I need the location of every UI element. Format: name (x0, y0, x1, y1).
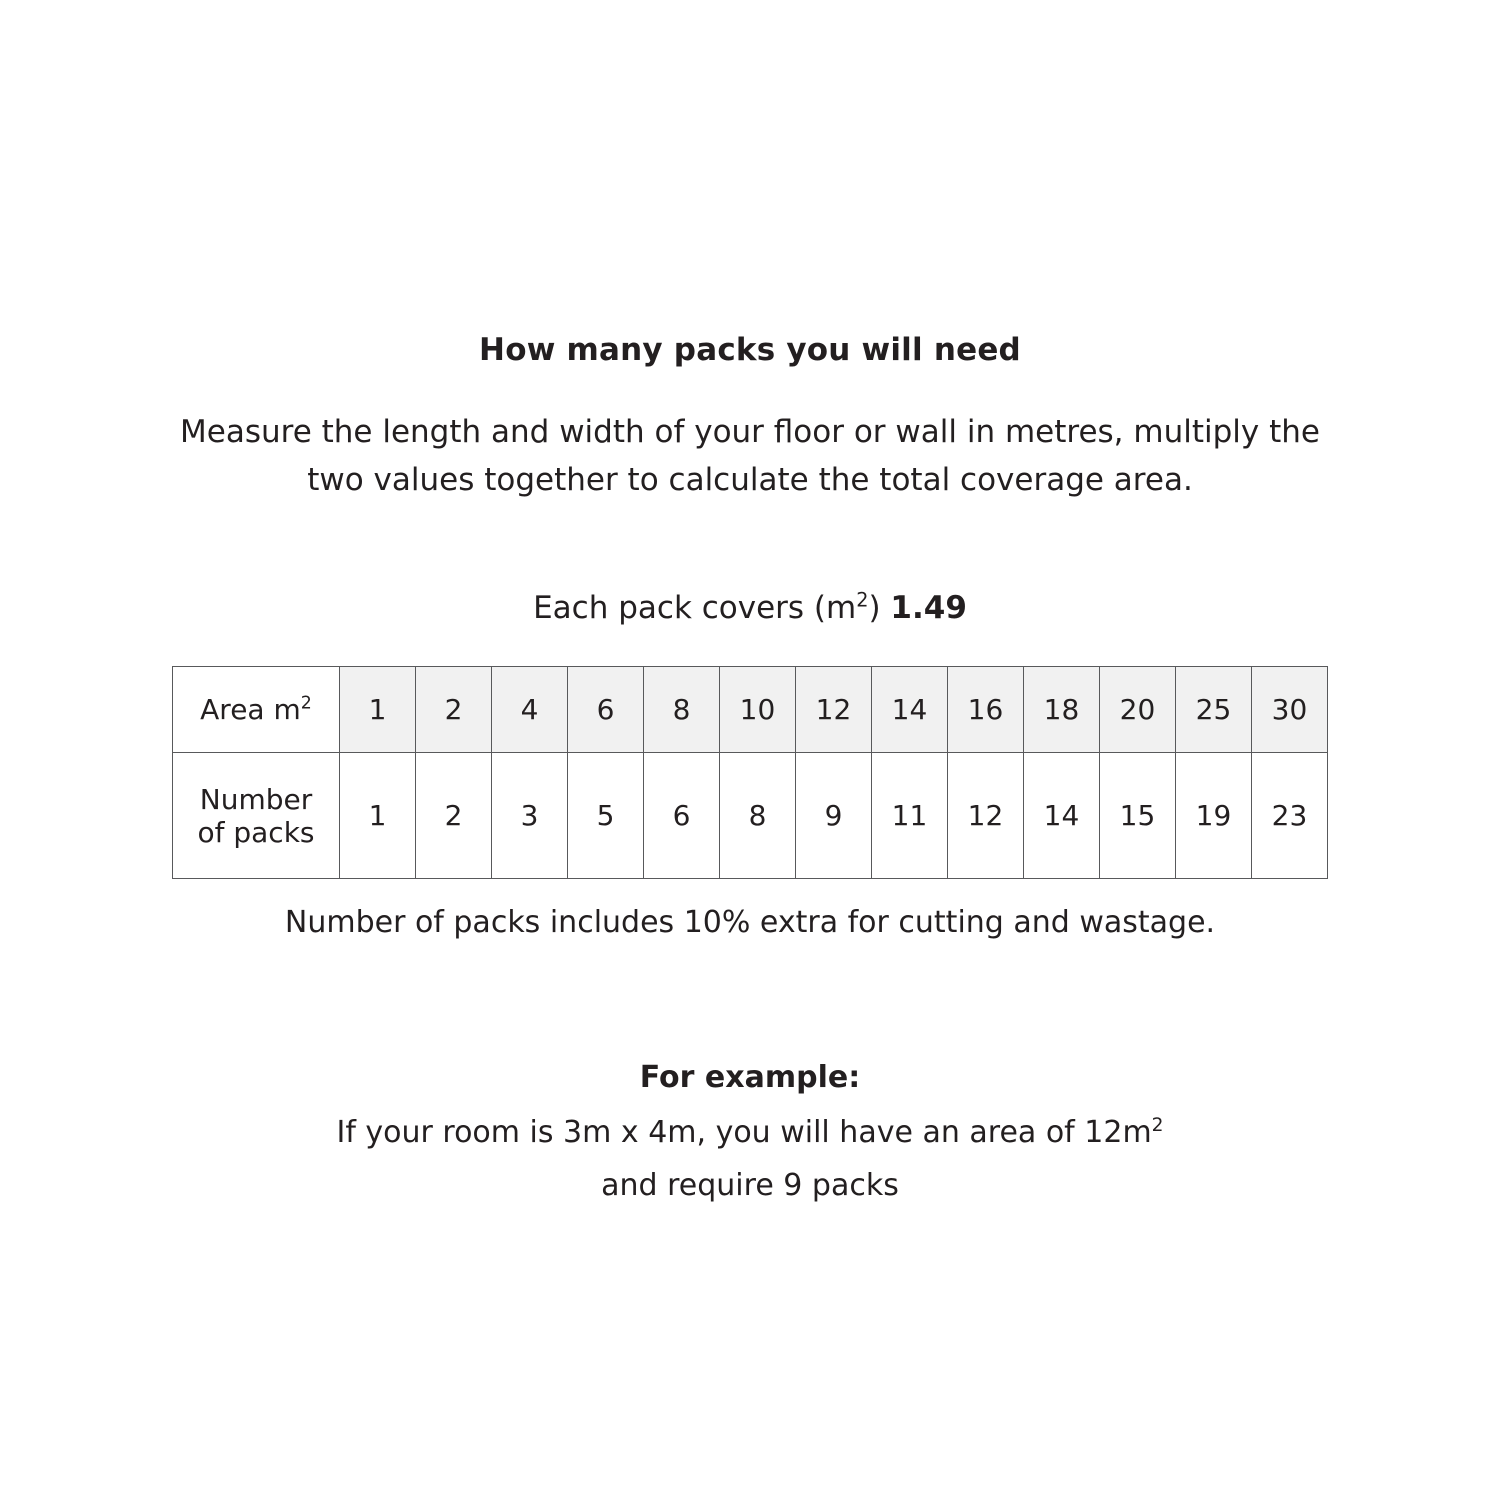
row-header-area-text: Area m (200, 693, 301, 727)
packs-table (172, 666, 1328, 879)
area-cell: 25 (1176, 667, 1252, 753)
example-line-1-superscript: 2 (1151, 1115, 1164, 1137)
area-cell: 1 (340, 667, 416, 753)
page-title: How many packs you will need (479, 332, 1021, 368)
coverage-statement (0, 590, 1500, 626)
table-row-area (173, 667, 1328, 753)
packs-cell: 8 (720, 753, 796, 879)
row-header-packs-line2: of packs (197, 815, 315, 849)
coverage-label-superscript: 2 (856, 589, 869, 613)
row-header-area (173, 667, 340, 753)
table-row-packs (173, 753, 1328, 879)
example-line-1 (0, 1115, 1500, 1150)
example-title: For example: (639, 1060, 861, 1096)
row-header-packs (173, 753, 340, 879)
area-cell: 8 (644, 667, 720, 753)
area-cell: 6 (568, 667, 644, 753)
packs-cell: 6 (644, 753, 720, 879)
area-cell: 2 (416, 667, 492, 753)
packs-cell: 9 (796, 753, 872, 879)
packs-cell: 1 (340, 753, 416, 879)
area-cell: 4 (492, 667, 568, 753)
packs-cell: 12 (948, 753, 1024, 879)
packs-cell: 23 (1252, 753, 1328, 879)
packs-cell: 11 (872, 753, 948, 879)
packs-cell: 2 (416, 753, 492, 879)
area-cell: 20 (1100, 667, 1176, 753)
example-line-1-text: If your room is 3m x 4m, you will have an area of 12m (336, 1115, 1152, 1151)
packs-cell: 15 (1100, 753, 1176, 879)
area-cell: 14 (872, 667, 948, 753)
packs-table-wrapper (0, 666, 1500, 879)
row-header-area-superscript: 2 (300, 694, 312, 715)
area-cell: 10 (720, 667, 796, 753)
wastage-note: Number of packs includes 10% extra for cutting and wastage. (284, 905, 1216, 941)
row-header-packs-line1: Number (199, 782, 313, 816)
packs-cell: 3 (492, 753, 568, 879)
area-cell: 18 (1024, 667, 1100, 753)
coverage-label-prefix: Each pack covers (m (533, 590, 857, 627)
intro-paragraph: Measure the length and width of your floor or wall in metres, multiply the two values together to calculate the total coverage area. (180, 414, 1320, 499)
area-cell: 12 (796, 667, 872, 753)
packs-cell: 14 (1024, 753, 1100, 879)
example-line-2: and require 9 packs (601, 1168, 899, 1204)
packs-cell: 5 (568, 753, 644, 879)
packs-cell: 19 (1176, 753, 1252, 879)
content-container (0, 330, 1500, 1203)
example-block (0, 1060, 1500, 1203)
area-cell: 16 (948, 667, 1024, 753)
area-cell: 30 (1252, 667, 1328, 753)
coverage-value: 1.49 (890, 590, 967, 627)
coverage-label-suffix: ) (868, 590, 881, 627)
